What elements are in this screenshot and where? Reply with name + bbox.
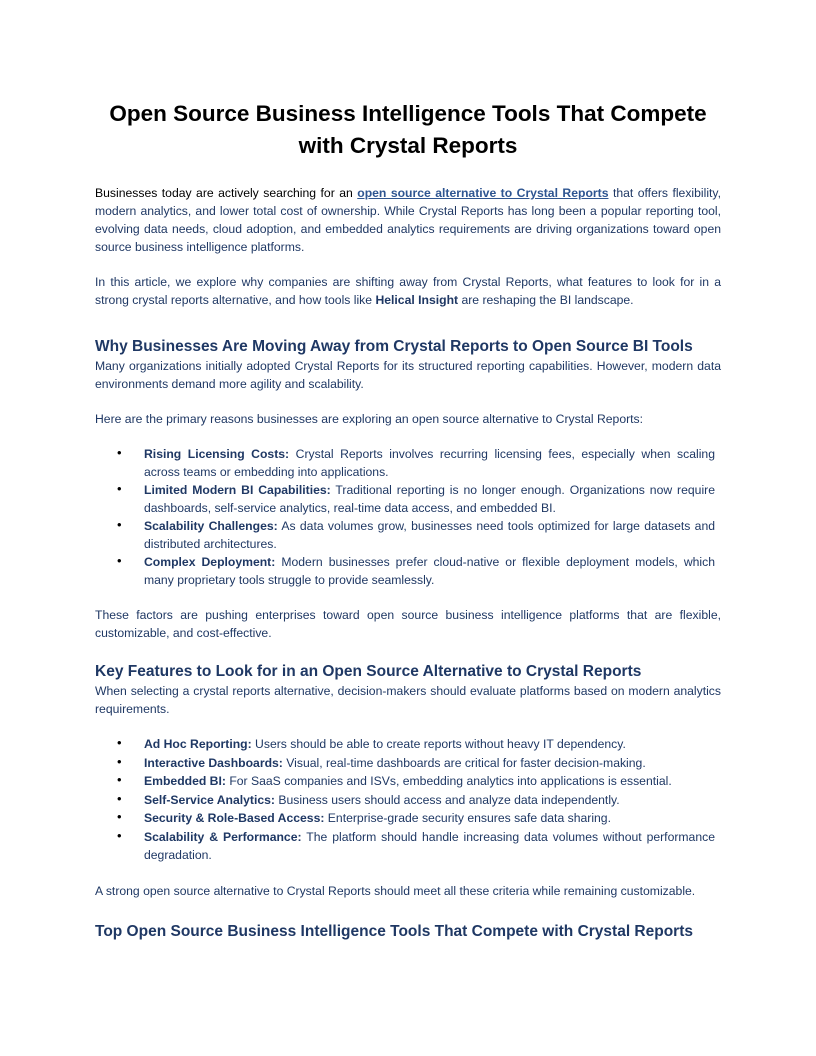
list-item-label: Scalability & Performance: (144, 829, 302, 844)
intro-paragraph (95, 184, 721, 256)
list-item (95, 517, 721, 553)
list-item-text: Modern businesses prefer cloud-native or flexible deployment models, which many proprietary tools struggle to provide seamlessly. (144, 555, 715, 587)
list-item (95, 791, 721, 810)
list-item-label: Complex Deployment: (144, 555, 276, 569)
reasons-list (95, 445, 721, 589)
intro-rest-text: that offers flexibility, modern analytics, and lower total cost of ownership. While Crystal Reports has long been a popular reporting tool, evolving data needs, cloud adoption, and embedded analytics requirements are driving organizations toward open source business intelligence platforms. (95, 186, 721, 254)
list-item-text: Visual, real-time dashboards are critical for faster decision-making. (286, 755, 646, 770)
section-heading-top-tools: Top Open Source Business Intelligence Tools That Compete with Crystal Reports (95, 922, 693, 940)
list-item (95, 735, 721, 754)
list-item-label: Scalability Challenges: (144, 519, 278, 533)
list-item (95, 445, 721, 481)
features-list (95, 735, 721, 865)
list-item (95, 553, 721, 589)
list-item-text: Traditional reporting is no longer enough. Organizations now require dashboards, self-service analytics, real-time data access, and embedded BI. (144, 483, 715, 515)
section-heading-why: Why Businesses Are Moving Away from Crystal Reports to Open Source BI Tools (95, 338, 693, 355)
list-item-label: Limited Modern BI Capabilities: (144, 483, 331, 497)
list-item-label: Security & Role-Based Access: (144, 811, 325, 825)
bullet-icon: • (117, 827, 122, 843)
page-title: Open Source Business Intelligence Tools That Compete with Crystal Reports (109, 101, 707, 158)
intro-lead-text: Businesses today are actively searching for an (95, 186, 353, 200)
bullet-icon: • (117, 735, 122, 750)
list-item-text: Crystal Reports involves recurring licensing fees, especially when scaling across teams or embedding into applications. (144, 447, 715, 479)
intro-paragraph-2 (95, 273, 721, 309)
list-item-text: Business users should access and analyze data independently. (278, 792, 620, 807)
intro2-after-text: are reshaping the BI landscape. (461, 293, 634, 307)
bullet-icon: • (117, 772, 122, 787)
intro2-before-text: In this article, we explore why companies are shifting away from Crystal Reports, what features to look for in a strong crystal reports alternative, and how tools like (95, 275, 721, 307)
open-source-alternative-link[interactable]: open source alternative to Crystal Reports (357, 186, 609, 200)
bullet-icon: • (117, 445, 122, 460)
list-item (95, 481, 721, 517)
list-item (95, 809, 721, 828)
list-item-text: As data volumes grow, businesses need tools optimized for large datasets and distributed architectures. (144, 519, 715, 551)
section2-paragraph-1: When selecting a crystal reports alternative, decision-makers should evaluate platforms based on modern analytics requirements. (95, 684, 721, 716)
bullet-icon: • (117, 481, 122, 496)
helical-insight-bold: Helical Insight (375, 293, 459, 307)
list-item-label: Embedded BI: (144, 774, 226, 788)
section1-paragraph-1: Many organizations initially adopted Crystal Reports for its structured reporting capabilities. However, modern data environments demand more agility and scalability. (95, 359, 721, 391)
bullet-icon: • (117, 753, 122, 769)
bullet-icon: • (117, 809, 122, 824)
section-heading-key-features: Key Features to Look for in an Open Source Alternative to Crystal Reports (95, 663, 642, 680)
list-item-text: Enterprise-grade security ensures safe data sharing. (327, 811, 611, 825)
list-item (95, 828, 721, 865)
list-item-text: The platform should handle increasing data volumes without performance degradation. (144, 829, 715, 862)
list-item-label: Rising Licensing Costs: (144, 447, 290, 461)
list-item-label: Self-Service Analytics: (144, 792, 275, 807)
bullet-icon: • (117, 553, 122, 568)
list-item-text: Users should be able to create reports without heavy IT dependency. (255, 737, 626, 751)
list-item (95, 754, 721, 773)
list-item-label: Ad Hoc Reporting: (144, 737, 252, 751)
document-body (95, 98, 721, 942)
bullet-icon: • (117, 790, 122, 806)
list-item-text: For SaaS companies and ISVs, embedding analytics into applications is essential. (229, 774, 672, 788)
section2-closing: A strong open source alternative to Crystal Reports should meet all these criteria while remaining customizable. (95, 883, 696, 898)
section1-paragraph-2: Here are the primary reasons businesses are exploring an open source alternative to Crystal Reports: (95, 412, 644, 426)
section1-closing: These factors are pushing enterprises toward open source business intelligence platforms that are flexible, customizable, and cost-effective. (95, 608, 721, 640)
list-item-label: Interactive Dashboards: (144, 755, 283, 770)
list-item (95, 772, 721, 791)
bullet-icon: • (117, 517, 122, 532)
